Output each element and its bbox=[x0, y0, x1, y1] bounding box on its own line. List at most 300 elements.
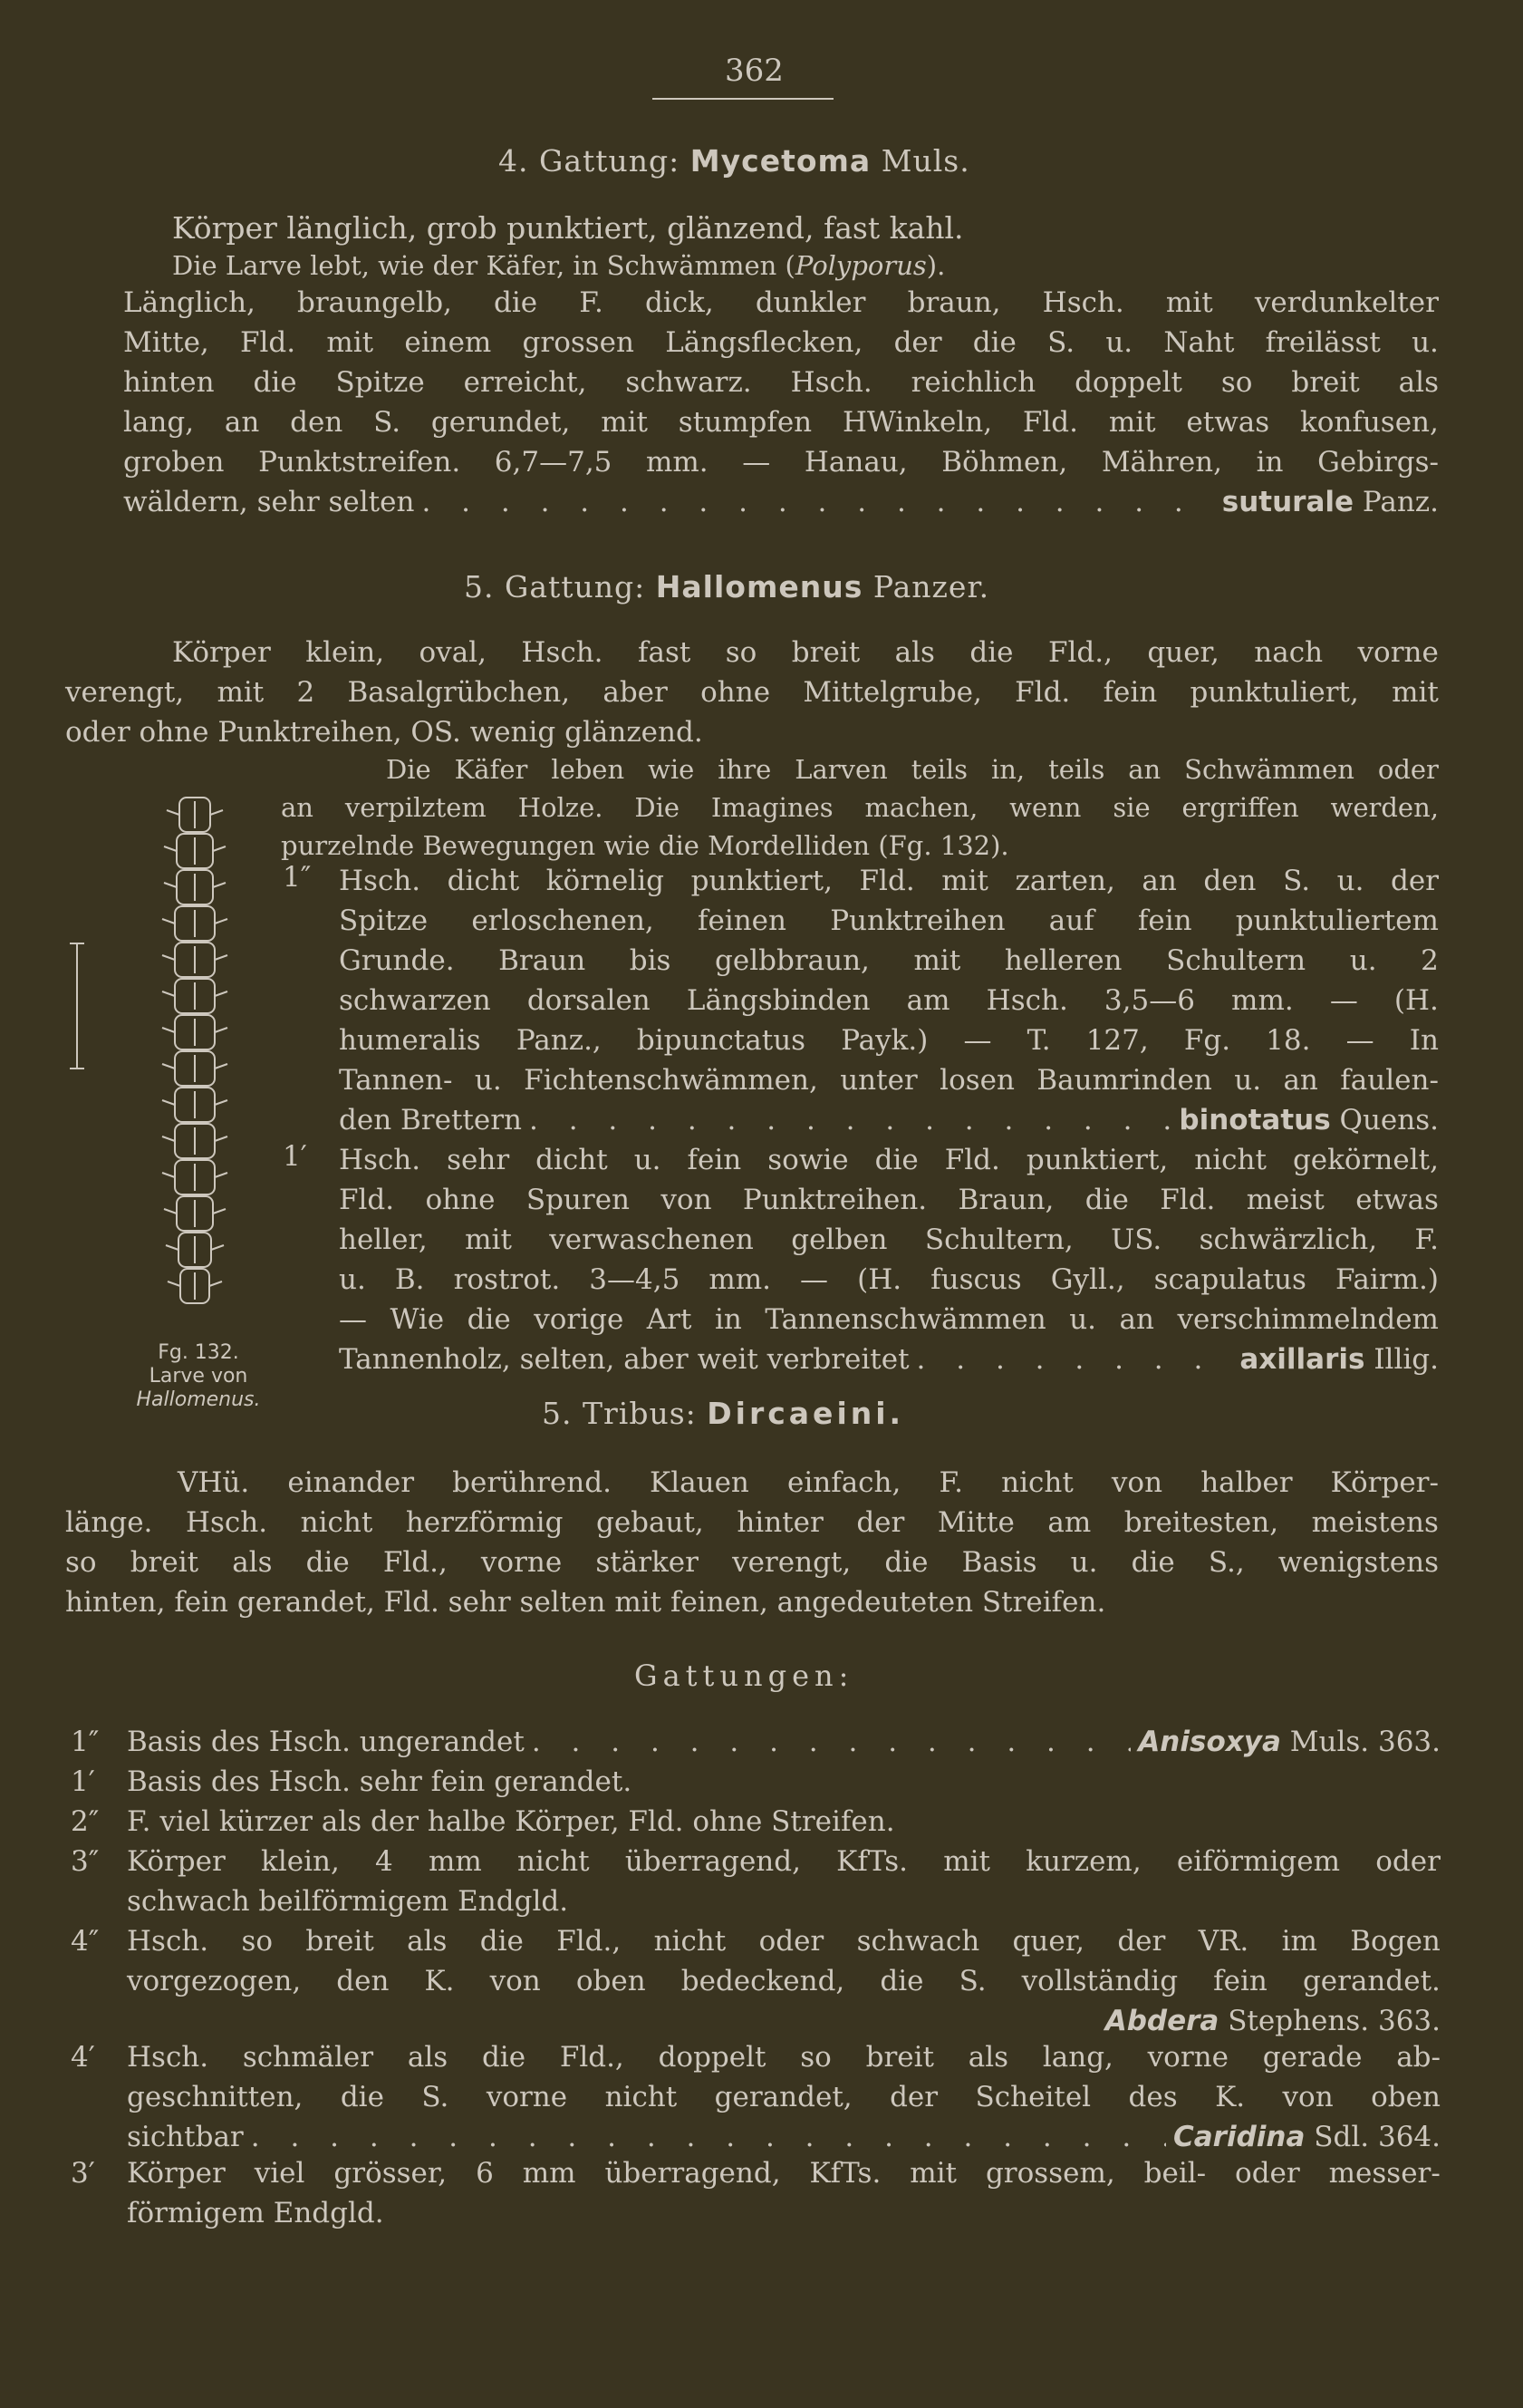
word: klein, bbox=[261, 1845, 340, 1878]
word: F. bbox=[579, 286, 603, 319]
word: u. bbox=[1336, 865, 1364, 897]
word: wenn bbox=[1009, 792, 1082, 823]
larva-seta bbox=[162, 955, 175, 960]
word: Gebirgs- bbox=[1317, 446, 1439, 479]
word: die bbox=[874, 1144, 919, 1176]
text-line bbox=[71, 1802, 1441, 1842]
word: bedeckend, bbox=[680, 1965, 845, 1997]
word: als bbox=[407, 2041, 448, 2074]
word: Hsch. bbox=[1042, 286, 1124, 319]
word: der bbox=[1390, 865, 1439, 897]
genus-name: Hallomenus bbox=[655, 569, 863, 604]
larva-seta bbox=[164, 846, 177, 851]
word: — bbox=[742, 446, 771, 479]
word: leben bbox=[551, 754, 625, 785]
word: die bbox=[467, 1303, 511, 1336]
line-text bbox=[123, 323, 1439, 363]
text-line bbox=[123, 402, 1439, 442]
word: lang, bbox=[1042, 2041, 1113, 2074]
text-line bbox=[71, 2077, 1441, 2117]
line-text bbox=[123, 402, 1439, 442]
word: Tannen- bbox=[339, 1064, 453, 1097]
line-text bbox=[339, 1300, 1439, 1339]
word: punktiert, bbox=[1026, 1144, 1169, 1176]
hallomenus-note bbox=[281, 750, 1439, 865]
indent bbox=[71, 2193, 127, 2233]
text-line bbox=[339, 901, 1439, 941]
word: Hsch. bbox=[127, 2041, 209, 2074]
larva-seta bbox=[164, 883, 177, 887]
word: vorne bbox=[1147, 2041, 1229, 2074]
word: Hsch. bbox=[339, 1144, 421, 1176]
word: mit bbox=[1392, 676, 1439, 709]
species-author: Panz. bbox=[1362, 486, 1439, 518]
word: — bbox=[339, 1303, 367, 1336]
word: Fld. bbox=[1015, 676, 1071, 709]
word: Punktreihen bbox=[830, 904, 1006, 937]
word: feinen bbox=[697, 904, 786, 937]
word: so bbox=[800, 2041, 832, 2074]
heading-prefix: 5. Tribus: bbox=[542, 1396, 697, 1431]
word: Basis bbox=[961, 1546, 1037, 1579]
word: heller, bbox=[339, 1223, 428, 1256]
word: fein bbox=[1213, 1965, 1268, 1997]
dircaeini-heading bbox=[542, 1396, 904, 1431]
word: 18. bbox=[1266, 1024, 1311, 1057]
word: halber bbox=[1200, 1466, 1293, 1499]
page-number: 362 bbox=[725, 53, 784, 89]
couplet-number: 3″ bbox=[71, 1845, 100, 1878]
word: mm. bbox=[708, 1263, 771, 1296]
word: als bbox=[407, 1925, 448, 1958]
line-text bbox=[127, 2153, 1441, 2193]
larva-seta bbox=[162, 919, 175, 924]
line-text bbox=[127, 2037, 1441, 2077]
word: von bbox=[660, 1184, 712, 1216]
word: S. bbox=[373, 406, 401, 439]
note-text: Die Larve lebt, wie der Käfer, in Schwämmen ( bbox=[172, 250, 795, 281]
line-text bbox=[65, 672, 1439, 712]
word: rostrot. bbox=[453, 1263, 561, 1296]
word: schmäler bbox=[242, 2041, 374, 2074]
word: vorige bbox=[534, 1303, 624, 1336]
word: B. bbox=[394, 1263, 425, 1296]
text-line bbox=[71, 2117, 1441, 2157]
word: Schwämmen bbox=[1184, 754, 1354, 785]
line-text bbox=[127, 1921, 1441, 1961]
genus-reference: Muls. 363. bbox=[1289, 1726, 1441, 1758]
word: Körper bbox=[172, 636, 271, 669]
word: von bbox=[1282, 2081, 1334, 2113]
word: fast bbox=[637, 636, 691, 669]
text-line bbox=[339, 1180, 1439, 1220]
text-line bbox=[339, 861, 1439, 901]
line-text: Basis des Hsch. ungerandet bbox=[127, 1726, 525, 1758]
word: herzförmig bbox=[405, 1506, 564, 1539]
word: der bbox=[856, 1506, 905, 1539]
word: machen, bbox=[864, 792, 978, 823]
word: so bbox=[1220, 366, 1253, 399]
genus-name: Abdera bbox=[1104, 2005, 1219, 2037]
word: Braun, bbox=[958, 1184, 1055, 1216]
line-text bbox=[339, 1180, 1439, 1220]
key-couplet bbox=[71, 2153, 1441, 2233]
word: Körper bbox=[127, 1845, 226, 1878]
word: Käfer bbox=[454, 754, 528, 785]
word: Fld. bbox=[859, 865, 915, 897]
word: mit bbox=[943, 1845, 990, 1878]
word: Fairm.) bbox=[1335, 1263, 1439, 1296]
word: u. bbox=[1349, 944, 1377, 977]
word: an bbox=[1283, 1064, 1318, 1097]
word: Klauen bbox=[650, 1466, 749, 1499]
larva-seta bbox=[162, 1100, 175, 1105]
word: doppelt bbox=[658, 2041, 766, 2074]
couplet-number: 3′ bbox=[71, 2157, 95, 2190]
word: klein, bbox=[305, 636, 385, 669]
indent bbox=[71, 2001, 127, 2041]
word: US. bbox=[1111, 1223, 1162, 1256]
word: Fld., bbox=[382, 1546, 448, 1579]
larva-seta bbox=[213, 846, 226, 851]
text-line bbox=[71, 1722, 1441, 1762]
larva-seta bbox=[210, 810, 223, 815]
word: mit bbox=[1108, 406, 1156, 439]
word: Hsch. bbox=[339, 865, 421, 897]
word: mit bbox=[913, 944, 961, 977]
word: u. bbox=[1070, 1546, 1098, 1579]
word: nicht bbox=[653, 1925, 727, 1958]
word: als bbox=[894, 636, 935, 669]
key-couplet bbox=[71, 1842, 1441, 1921]
leader-dots bbox=[421, 482, 1214, 522]
genus-name: Mycetoma bbox=[689, 143, 872, 179]
line-text bbox=[127, 2077, 1441, 2117]
word: überragend, bbox=[604, 2157, 781, 2190]
word: S., bbox=[1208, 1546, 1245, 1579]
word: auf bbox=[1048, 904, 1094, 937]
word: Punktreihen. bbox=[742, 1184, 928, 1216]
larva-seta bbox=[209, 1281, 222, 1286]
dircaeini-intro bbox=[65, 1463, 1439, 1622]
word: Länglich, bbox=[123, 286, 255, 319]
word: vorne bbox=[1357, 636, 1439, 669]
text-line bbox=[71, 2037, 1441, 2077]
key-couplet bbox=[71, 2037, 1441, 2157]
indent bbox=[71, 2077, 127, 2117]
word: nicht bbox=[1001, 1466, 1074, 1499]
genus-author: Muls. bbox=[881, 143, 970, 179]
word: 4 bbox=[375, 1845, 393, 1878]
indent bbox=[71, 1881, 127, 1921]
word: punktuliertem bbox=[1235, 904, 1439, 937]
word: Fg. bbox=[1183, 1024, 1231, 1057]
word: — bbox=[1345, 1024, 1374, 1057]
word: aber bbox=[602, 676, 668, 709]
word: VR. bbox=[1198, 1925, 1249, 1958]
word: vollständig bbox=[1021, 1965, 1179, 1997]
tribus-name: Dircaeini. bbox=[707, 1396, 905, 1431]
word: die bbox=[972, 326, 1017, 359]
word: verpilztem bbox=[344, 792, 487, 823]
larva-seta bbox=[215, 919, 227, 924]
caption-genus: Hallomenus. bbox=[136, 1388, 261, 1411]
text-line bbox=[71, 1842, 1441, 1881]
word: Die bbox=[386, 754, 431, 785]
word: einfach, bbox=[787, 1466, 901, 1499]
text-line bbox=[123, 442, 1439, 482]
word: Spitze bbox=[335, 366, 425, 399]
word: (H. bbox=[857, 1263, 902, 1296]
word: Hsch. bbox=[127, 1925, 209, 1958]
line-text bbox=[339, 861, 1439, 901]
word: Fld. bbox=[944, 1144, 1000, 1176]
line-text bbox=[172, 633, 1439, 672]
couplet-number: 2″ bbox=[71, 1805, 100, 1838]
word: mit bbox=[326, 326, 374, 359]
word: — bbox=[963, 1024, 992, 1057]
word: überragend, bbox=[624, 1845, 801, 1878]
caption-number: Fg. 132. bbox=[158, 1341, 239, 1364]
word: Hsch. bbox=[986, 984, 1068, 1017]
word: dicht bbox=[535, 1144, 608, 1176]
word: braungelb, bbox=[297, 286, 452, 319]
word: die bbox=[305, 1546, 350, 1579]
word: werden, bbox=[1330, 792, 1439, 823]
word: als bbox=[968, 2041, 1009, 2074]
word: oder bbox=[1375, 1845, 1441, 1878]
word: breit bbox=[791, 636, 861, 669]
word: so bbox=[65, 1546, 97, 1579]
larva-seta bbox=[167, 810, 179, 815]
heading-prefix: 4. Gattung: bbox=[498, 143, 680, 179]
word: die bbox=[479, 1925, 524, 1958]
word: 6 bbox=[476, 2157, 494, 2190]
word: teils bbox=[1048, 754, 1105, 785]
word: quer, bbox=[1147, 636, 1219, 669]
word: den bbox=[290, 406, 343, 439]
text-line bbox=[281, 750, 1439, 788]
word: F. bbox=[1414, 1223, 1439, 1256]
word: mit bbox=[941, 865, 988, 897]
word: stärker bbox=[595, 1546, 699, 1579]
word: u. bbox=[633, 1144, 661, 1176]
genus-reference: Stephens. 363. bbox=[1228, 2005, 1441, 2037]
word: ohne bbox=[425, 1184, 496, 1216]
word: Imagines bbox=[710, 792, 834, 823]
word: sehr bbox=[447, 1144, 510, 1176]
word: den bbox=[336, 1965, 390, 1997]
word: gebaut, bbox=[595, 1506, 704, 1539]
word: Böhmen, bbox=[941, 446, 1068, 479]
word: gerandet, bbox=[714, 2081, 853, 2113]
indent bbox=[71, 1961, 127, 2001]
text-line bbox=[339, 941, 1439, 981]
larva-seta bbox=[215, 1028, 227, 1032]
word: nach bbox=[1254, 636, 1324, 669]
word: erloschenen, bbox=[471, 904, 654, 937]
word: länge. bbox=[65, 1506, 153, 1539]
text-line bbox=[339, 1020, 1439, 1060]
text-line bbox=[65, 1503, 1439, 1542]
word: den bbox=[1203, 865, 1257, 897]
word: u. bbox=[1412, 326, 1439, 359]
couplet-number: 1′ bbox=[283, 1140, 307, 1173]
text-line bbox=[65, 633, 1439, 672]
word: breitesten, bbox=[1123, 1506, 1279, 1539]
line-text: förmigem Endgld. bbox=[127, 2197, 384, 2229]
text-line bbox=[71, 2153, 1441, 2193]
couplet-number: 1″ bbox=[71, 1726, 100, 1758]
line-text: schwach beilförmigem Endgld. bbox=[127, 1885, 569, 1918]
word: zarten, bbox=[1015, 865, 1115, 897]
word: verschimmelndem bbox=[1177, 1303, 1439, 1336]
word: die bbox=[340, 2081, 384, 2113]
word: gekörnelt, bbox=[1292, 1144, 1439, 1176]
line-text: F. viel kürzer als der halbe Körper, Fld. ohne Streifen. bbox=[127, 1805, 895, 1838]
word: gelben bbox=[791, 1223, 888, 1256]
heading-prefix: 5. Gattung: bbox=[464, 569, 646, 604]
larva-figure bbox=[136, 779, 254, 1332]
word: 2 bbox=[296, 676, 315, 709]
line-text: wäldern, sehr selten bbox=[123, 486, 415, 518]
leader-dots bbox=[251, 2117, 1166, 2157]
word: u. bbox=[1069, 1303, 1097, 1336]
word: — bbox=[1329, 984, 1358, 1017]
word: dorsalen bbox=[526, 984, 651, 1017]
text-line bbox=[65, 712, 1439, 752]
word: mit bbox=[601, 406, 648, 439]
genus-name: Anisoxya bbox=[1138, 1726, 1281, 1758]
page-number-rule bbox=[652, 98, 834, 100]
line-text: den Brettern bbox=[339, 1104, 522, 1136]
larva-seta bbox=[166, 1245, 178, 1250]
word: Schultern, bbox=[924, 1223, 1074, 1256]
word: humeralis bbox=[339, 1024, 481, 1057]
word: als bbox=[232, 1546, 273, 1579]
word: vorne bbox=[486, 2081, 568, 2113]
word: verdunkelter bbox=[1254, 286, 1439, 319]
word: die bbox=[1084, 1184, 1129, 1216]
line-text bbox=[339, 1140, 1439, 1180]
word: oval, bbox=[419, 636, 487, 669]
word: meist bbox=[1246, 1184, 1325, 1216]
line-text bbox=[178, 1463, 1439, 1503]
word: Mittelgrube, bbox=[803, 676, 982, 709]
word: als bbox=[1398, 366, 1439, 399]
word: oder bbox=[1235, 2157, 1300, 2190]
larva-seta bbox=[162, 1064, 175, 1069]
couplet-2-text bbox=[339, 1140, 1439, 1379]
word: Wie bbox=[390, 1303, 445, 1336]
word: Naht bbox=[1163, 326, 1235, 359]
larva-seta bbox=[215, 1064, 227, 1069]
word: vorgezogen, bbox=[127, 1965, 302, 1997]
word: nicht bbox=[300, 1506, 373, 1539]
species-name: axillaris bbox=[1239, 1343, 1365, 1376]
word: Punktstreifen. bbox=[258, 446, 461, 479]
word: Längsflecken, bbox=[665, 326, 863, 359]
word: die bbox=[880, 1965, 924, 1997]
word: Fichtenschwämmen, bbox=[524, 1064, 818, 1097]
text-line bbox=[123, 363, 1439, 402]
word: am bbox=[906, 984, 950, 1017]
word: 3—4,5 bbox=[589, 1263, 680, 1296]
word: hinter bbox=[737, 1506, 824, 1539]
larva-seta bbox=[215, 955, 227, 960]
leader-dots bbox=[529, 1100, 1171, 1140]
word: stumpfen bbox=[678, 406, 813, 439]
genus-reference: Sdl. 364. bbox=[1314, 2121, 1441, 2153]
word: freilässt bbox=[1265, 326, 1381, 359]
line-text bbox=[339, 941, 1439, 981]
line-text bbox=[123, 283, 1439, 323]
word: Hsch. bbox=[790, 366, 872, 399]
word: unter bbox=[840, 1064, 918, 1097]
word: nicht bbox=[604, 2081, 678, 2113]
text-line bbox=[71, 1921, 1441, 1961]
word: Bogen bbox=[1350, 1925, 1441, 1958]
word: u. bbox=[1234, 1064, 1262, 1097]
word: S. bbox=[1283, 865, 1311, 897]
couplet-number: 4′ bbox=[71, 2041, 95, 2074]
species-line bbox=[339, 1339, 1439, 1379]
word: breit bbox=[865, 2041, 934, 2074]
couplet-number: 1′ bbox=[71, 1765, 95, 1798]
word: schwärzlich, bbox=[1199, 1223, 1378, 1256]
word: u. bbox=[474, 1064, 502, 1097]
note-italic: Polyporus bbox=[795, 250, 927, 281]
word: der bbox=[1117, 1925, 1166, 1958]
word: im bbox=[1281, 1925, 1317, 1958]
word: Art bbox=[646, 1303, 692, 1336]
text-line bbox=[339, 1300, 1439, 1339]
species-line bbox=[123, 482, 1439, 522]
key-couplet bbox=[71, 1762, 1441, 1802]
word: Schultern bbox=[1166, 944, 1306, 977]
text-line bbox=[281, 788, 1439, 827]
word: die bbox=[481, 2041, 526, 2074]
word: so bbox=[241, 1925, 274, 1958]
word: (H. bbox=[1393, 984, 1439, 1017]
word: berührend. bbox=[452, 1466, 612, 1499]
word: Spitze bbox=[339, 904, 429, 937]
word: wenigstens bbox=[1277, 1546, 1439, 1579]
word: dick, bbox=[644, 286, 714, 319]
word: Tannenschwämmen bbox=[765, 1303, 1046, 1336]
word: messer- bbox=[1328, 2157, 1441, 2190]
word: Fld. bbox=[1022, 406, 1078, 439]
word: verengt, bbox=[65, 676, 185, 709]
key-couplet bbox=[71, 1921, 1441, 2041]
line-text bbox=[281, 788, 1439, 827]
word: fein bbox=[1137, 904, 1192, 937]
word: lang, bbox=[123, 406, 195, 439]
larva-seta bbox=[211, 1245, 224, 1250]
word: oder bbox=[1377, 754, 1439, 785]
line-text bbox=[339, 1020, 1439, 1060]
word: sowie bbox=[767, 1144, 849, 1176]
word: viel bbox=[254, 2157, 305, 2190]
larva-seta bbox=[215, 1136, 227, 1141]
species-line bbox=[339, 1100, 1439, 1140]
word: Fld. bbox=[240, 326, 296, 359]
word: bipunctatus bbox=[636, 1024, 806, 1057]
word: 127, bbox=[1085, 1024, 1149, 1057]
word: Holze. bbox=[517, 792, 603, 823]
text-line bbox=[281, 827, 1439, 865]
text-line bbox=[65, 1542, 1439, 1582]
